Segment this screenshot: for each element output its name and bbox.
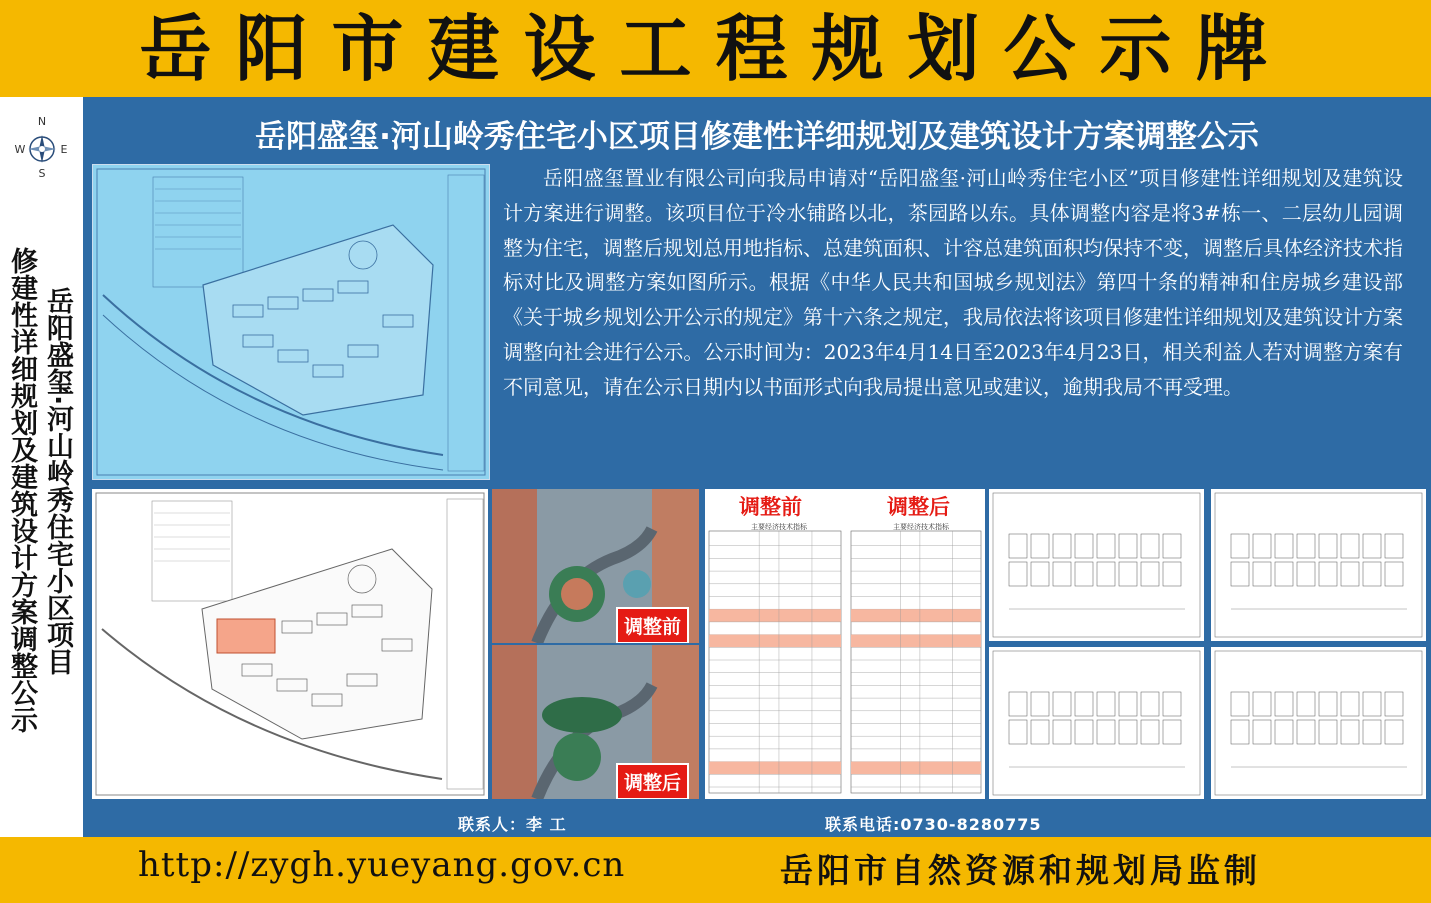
contact-phone: 联系电话:0730-8280775	[825, 815, 1042, 834]
vertical-title-line2: 岳阳盛玺·河山岭秀住宅小区项目	[42, 287, 73, 676]
floor-plan-1	[989, 489, 1204, 641]
site-plan-drawing	[93, 165, 489, 479]
vertical-title-line1: 修建性详细规划及建筑设计方案调整公示	[6, 247, 37, 733]
floor-plan-4	[1211, 647, 1426, 799]
side-column	[0, 97, 83, 837]
table-before-title: 主要经济技术指标	[751, 523, 807, 531]
indicator-tables	[705, 489, 985, 799]
floor-plan-3	[989, 647, 1204, 799]
floor-plan-2	[1211, 489, 1426, 641]
footer-banner	[0, 837, 1431, 903]
header-banner	[0, 0, 1431, 97]
site-plan-original	[92, 489, 488, 799]
table-after-title: 主要经济技术指标	[893, 523, 949, 531]
compass-s: S	[38, 167, 46, 179]
after-label: 调整后	[616, 763, 689, 799]
table-before-heading: 调整前	[739, 495, 802, 519]
compass-icon	[14, 115, 70, 179]
indicator-tables-grid	[705, 489, 985, 799]
compass-n: N	[37, 115, 47, 128]
notice-body: 岳阳盛玺置业有限公司向我局申请对“岳阳盛玺·河山岭秀住宅小区”项目修建性详细规划及建筑设计方案进行调整。该项目位于冷水铺路以北，茶园路以东。具体调整内容是将3#栋一、二层幼儿园调整为住宅，调整后规划总用地指标、总建筑面积、计容总建筑面积均保持不变，调整后具体经济技术指标对比及调整方案如图所示。根据《中华人民共和国城乡规划法》第四十条的精神和住房城乡建设部《关于城乡规划公开公示的规定》第十六条之规定，我局依法将该项目修建性详细规划及建筑设计方案调整向社会进行公示。公示时间为：2023年4月14日至2023年4月23日，相关利益人若对调整方案有不同意见，请在公示日期内以书面形式向我局提出意见或建议，逾期我局不再受理。	[503, 166, 1403, 399]
notice-panel	[83, 97, 1431, 837]
before-label: 调整前	[616, 607, 689, 643]
supervisor-text: 岳阳市自然资源和规划局监制	[780, 851, 1261, 890]
header-title: 岳阳市建设工程规划公示牌	[139, 6, 1292, 91]
compass-w: W	[14, 143, 26, 156]
notice-title: 岳阳盛玺·河山岭秀住宅小区项目修建性详细规划及建筑设计方案调整公示	[255, 119, 1259, 155]
website-url[interactable]: http://zygh.yueyang.gov.cn	[138, 845, 626, 885]
aerial-photo-after	[492, 645, 699, 799]
site-plan-adjusted	[92, 164, 490, 480]
compass-e: E	[60, 143, 68, 156]
table-after-heading: 调整后	[887, 495, 950, 519]
contact-person: 联系人：李 工	[458, 815, 567, 834]
site-plan-original-drawing	[92, 489, 488, 799]
floor-plans	[989, 489, 1427, 799]
aerial-photo-before	[492, 489, 699, 643]
